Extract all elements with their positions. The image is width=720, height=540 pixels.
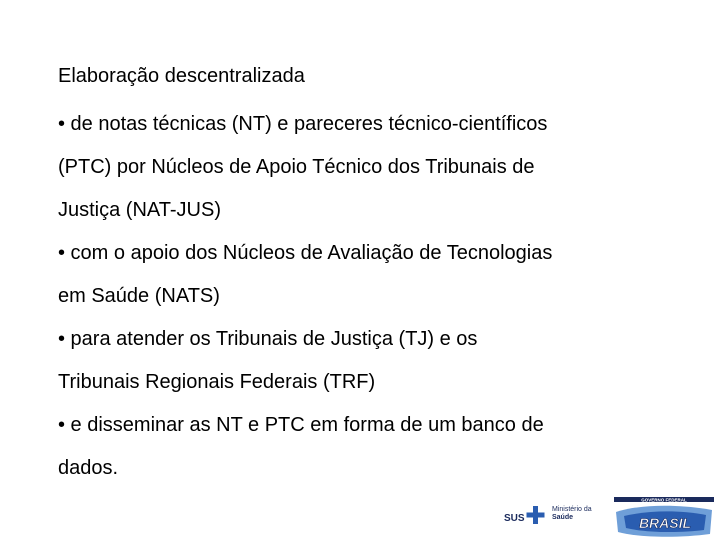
bullet-item [58, 318, 477, 404]
bullet-item [58, 103, 547, 232]
bullet-line: • de notas técnicas (NT) e pareceres técnico-científicos [58, 113, 548, 135]
bullet-line: em Saúde (NATS) [58, 285, 220, 307]
bullet-line: Tribunais Regionais Federais (TRF) [58, 371, 376, 393]
bullet-item [58, 232, 552, 318]
bullet-line: • com o apoio dos Núcleos de Avaliação de Tecnologias [58, 242, 553, 264]
bullet-line: Justiça (NAT-JUS) [58, 199, 221, 221]
sus-logo [504, 500, 548, 532]
bullet-item [58, 404, 544, 490]
footer-logos [500, 496, 720, 540]
bullet-line: dados. [58, 457, 119, 479]
sus-logo-text: SUS [504, 513, 525, 524]
ministerio-line2: Saúde [552, 514, 574, 521]
bullet-line: • para atender os Tribunais de Justiça (TJ) e os [58, 328, 478, 350]
slide-heading: Elaboração descentralizada [58, 65, 305, 87]
governo-federal-brasil-logo [610, 496, 718, 538]
ministerio-da-saude-logo [552, 506, 592, 522]
gov-top-text: GOVERNO FEDERAL [641, 497, 687, 503]
ministerio-line1: Ministério da [552, 506, 592, 513]
bullet-line: • e disseminar as NT e PTC em forma de um banco de [58, 414, 544, 436]
bullet-line: (PTC) por Núcleos de Apoio Técnico dos Tribunais de [58, 156, 535, 178]
gov-main-text: BRASIL [638, 515, 692, 531]
